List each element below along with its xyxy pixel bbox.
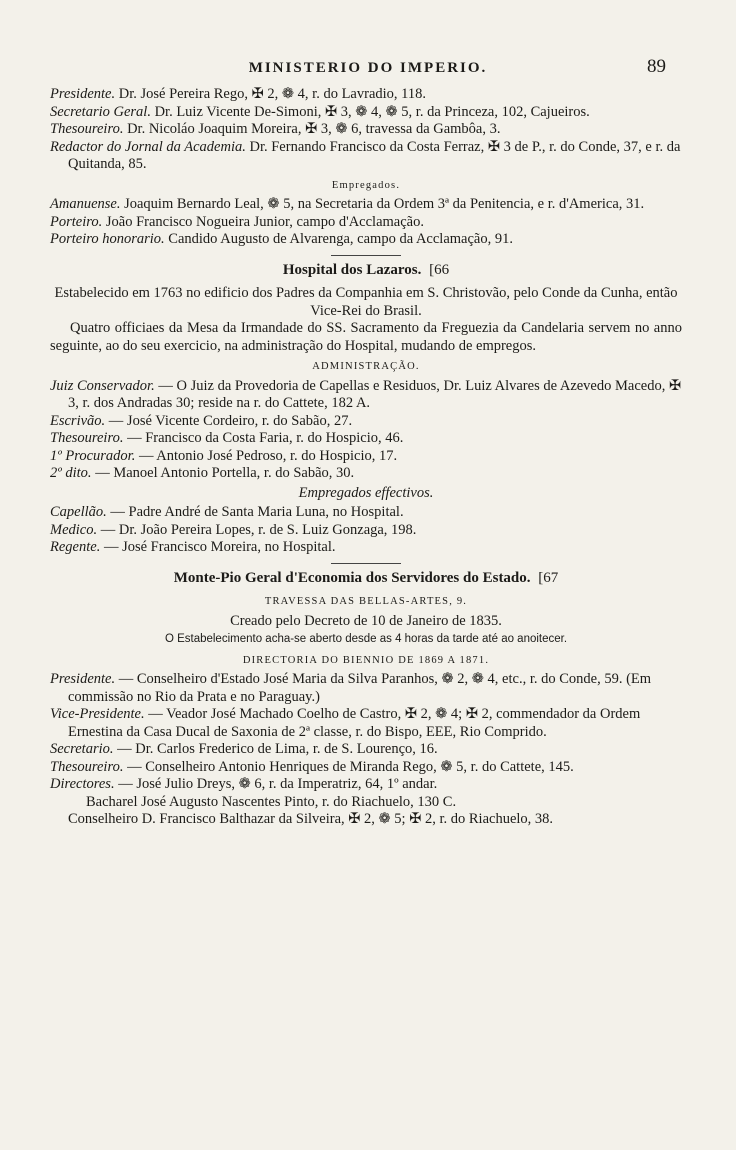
role-label: Medico. [50, 521, 98, 538]
montepio-created: Creado pelo Decreto de 10 de Janeiro de 1835. [230, 612, 502, 629]
empregados-entries [50, 196, 682, 249]
entry-text: — Dr. Carlos Frederico de Lima, r. de S. Lourenço, 16. [113, 741, 438, 757]
entry-text: Dr. Luiz Vicente De-Simoni, ✠ 3, ❁ 4, ❁ 5, r. da Princeza, 102, Cajueiros. [150, 103, 590, 120]
divider [331, 255, 401, 256]
montepio-opening-hours: O Estabelecimento acha-se aberto desde as 4 horas da tarde até ao anoitecer. [164, 633, 568, 645]
administracao-entry [50, 413, 682, 431]
montepio-number: [67 [538, 569, 559, 586]
entry-text: — Dr. João Pereira Lopes, r. de S. Luiz Gonzaga, 198. [97, 521, 417, 538]
academy-entry [50, 121, 682, 139]
entry-text: — José Julio Dreys, ❁ 6, r. da Imperatriz, 64, 1º andar. [114, 776, 438, 792]
montepio-section-title [50, 570, 682, 588]
administracao-entry [50, 430, 682, 448]
academy-entry [50, 104, 682, 122]
entry-text: — Conselheiro d'Estado José Maria da Silva Paranhos, ❁ 2, ❁ 4, etc., r. do Conde, 59. (Em commissão no Rio da Prata e no Paraguay.) [68, 671, 652, 705]
hospital-section-title [50, 262, 682, 280]
academy-entry [50, 86, 682, 104]
montepio-title: Monte-Pio Geral d'Economia dos Servidores do Estado. [173, 569, 531, 586]
role-label: Secretario. [50, 741, 114, 757]
entry-text: — Padre André de Santa Maria Luna, no Hospital. [106, 504, 404, 520]
empregados-entry [50, 231, 682, 249]
hospital-paragraph-2: Quatro officiaes da Mesa da Irmandade do SS. Sacramento da Freguezia da Candelaria servem no anno seguinte, ao do seu exercicio, na administração do Hospital, mudando de empregos. [50, 320, 682, 354]
hospital-paragraph-1: Estabelecido em 1763 no edificio dos Padres da Companhia em S. Christovão, pelo Conde da Cunha, então Vice-Rei do Brasil. [54, 285, 678, 319]
effectivos-entries [50, 504, 682, 557]
entry-text: — José Vicente Cordeiro, r. do Sabão, 27. [105, 412, 353, 429]
directoria-label: DIRECTORIA DO BIENNIO DE 1869 A 1871. [242, 654, 490, 666]
empregados-entry [50, 196, 682, 214]
effectivos-entry [50, 522, 682, 540]
academy-entry [50, 139, 682, 174]
entry-text: Dr. Nicoláo Joaquim Moreira, ✠ 3, ❁ 6, travessa da Gambôa, 3. [123, 121, 501, 137]
role-label: Amanuense. [50, 196, 121, 212]
role-label: Vice-Presidente. [50, 706, 145, 722]
divider [331, 563, 401, 564]
hospital-number: [66 [429, 261, 450, 278]
role-label: Redactor do Jornal da Academia. [50, 138, 246, 155]
entry-text: Dr. José Pereira Rego, ✠ 2, ❁ 4, r. do Lavradio, 118. [115, 86, 426, 102]
entry-text: Joaquim Bernardo Leal, ❁ 5, na Secretaria da Ordem 3ª da Penitencia, e r. d'America, 31. [120, 196, 645, 212]
top-entries [50, 86, 682, 174]
entry-text: — Francisco da Costa Faria, r. do Hospicio, 46. [123, 430, 404, 446]
montepio-entries [50, 671, 682, 794]
role-label: Capellão. [50, 504, 107, 520]
admin-entries [50, 378, 682, 483]
empregados-entry [50, 214, 682, 232]
effectivos-label: Empregados effectivos. [298, 484, 434, 501]
entry-text: — Manoel Antonio Portella, r. do Sabão, 30. [91, 465, 355, 481]
role-label: 2º dito. [50, 465, 92, 481]
administracao-entry [50, 378, 682, 413]
role-label: Juiz Conservador. [50, 377, 155, 394]
role-label: Escrivão. [50, 412, 106, 429]
page-number: 89 [647, 56, 666, 77]
role-label: Regente. [50, 539, 101, 555]
role-label: Secretario Geral. [50, 103, 151, 120]
role-label: Presidente. [50, 671, 116, 687]
entry-text: — José Francisco Moreira, no Hospital. [100, 539, 336, 555]
effectivos-entry [50, 504, 682, 522]
effectivos-entry [50, 539, 682, 557]
role-label: Presidente. [50, 86, 116, 102]
role-label: Thesoureiro. [50, 121, 124, 137]
role-label: Porteiro honorario. [50, 231, 165, 247]
entry-text: João Francisco Nogueira Junior, campo d'Acclamação. [102, 213, 424, 230]
montepio-address: TRAVESSA DAS BELLAS-ARTES, 9. [264, 596, 468, 607]
administracao-label: ADMINISTRAÇÃO. [312, 361, 420, 372]
page-header [0, 54, 736, 84]
administracao-entry [50, 448, 682, 466]
directoria-entry [50, 759, 682, 777]
entry-text: Candido Augusto de Alvarenga, campo da Acclamação, 91. [164, 231, 513, 247]
directoria-entry [50, 741, 682, 759]
role-label: Directores. [50, 776, 115, 792]
entry-text: — Conselheiro Antonio Henriques de Miranda Rego, ❁ 5, r. do Cattete, 145. [123, 758, 574, 775]
entry-text: Dr. Fernando Francisco da Costa Ferraz, ✠ 3 de P., r. do Conde, 37, e r. da Quitanda, 85. [68, 138, 681, 172]
entry-text: — Veador José Machado Coelho de Castro, ✠ 2, ❁ 4; ✠ 2, commendador da Ordem Ernestina da Casa Ducal de Saxonia de 2ª classe, r. do Bispo, EEE, Rio Comprido. [68, 706, 641, 740]
extra-directors [50, 794, 682, 829]
entry-text: — O Juiz da Provedoria de Capellas e Residuos, Dr. Luiz Alvares de Azevedo Macedo, ✠ 3, r. dos Andradas 30; reside na r. do Cattete, 182 A. [68, 377, 682, 411]
director-entry: Conselheiro D. Francisco Balthazar da Silveira, ✠ 2, ❁ 5; ✠ 2, r. do Riachuelo, 38. [68, 811, 554, 827]
directoria-entry [50, 671, 682, 706]
hospital-title: Hospital dos Lazaros. [282, 261, 422, 278]
administracao-entry [50, 465, 682, 483]
entry-text: — Antonio José Pedroso, r. do Hospicio, 17. [135, 447, 398, 464]
director-entry: Bacharel José Augusto Nascentes Pinto, r. do Riachuelo, 130 C. [86, 793, 457, 810]
empregados-label: Empregados. [331, 179, 401, 191]
directoria-entry [50, 776, 682, 794]
role-label: Thesoureiro. [50, 430, 124, 446]
running-title: MINISTERIO DO IMPERIO. [248, 60, 488, 76]
directoria-entry [50, 706, 682, 741]
role-label: Porteiro. [50, 213, 103, 230]
role-label: 1º Procurador. [50, 447, 136, 464]
page-body [50, 86, 682, 829]
role-label: Thesoureiro. [50, 758, 124, 775]
